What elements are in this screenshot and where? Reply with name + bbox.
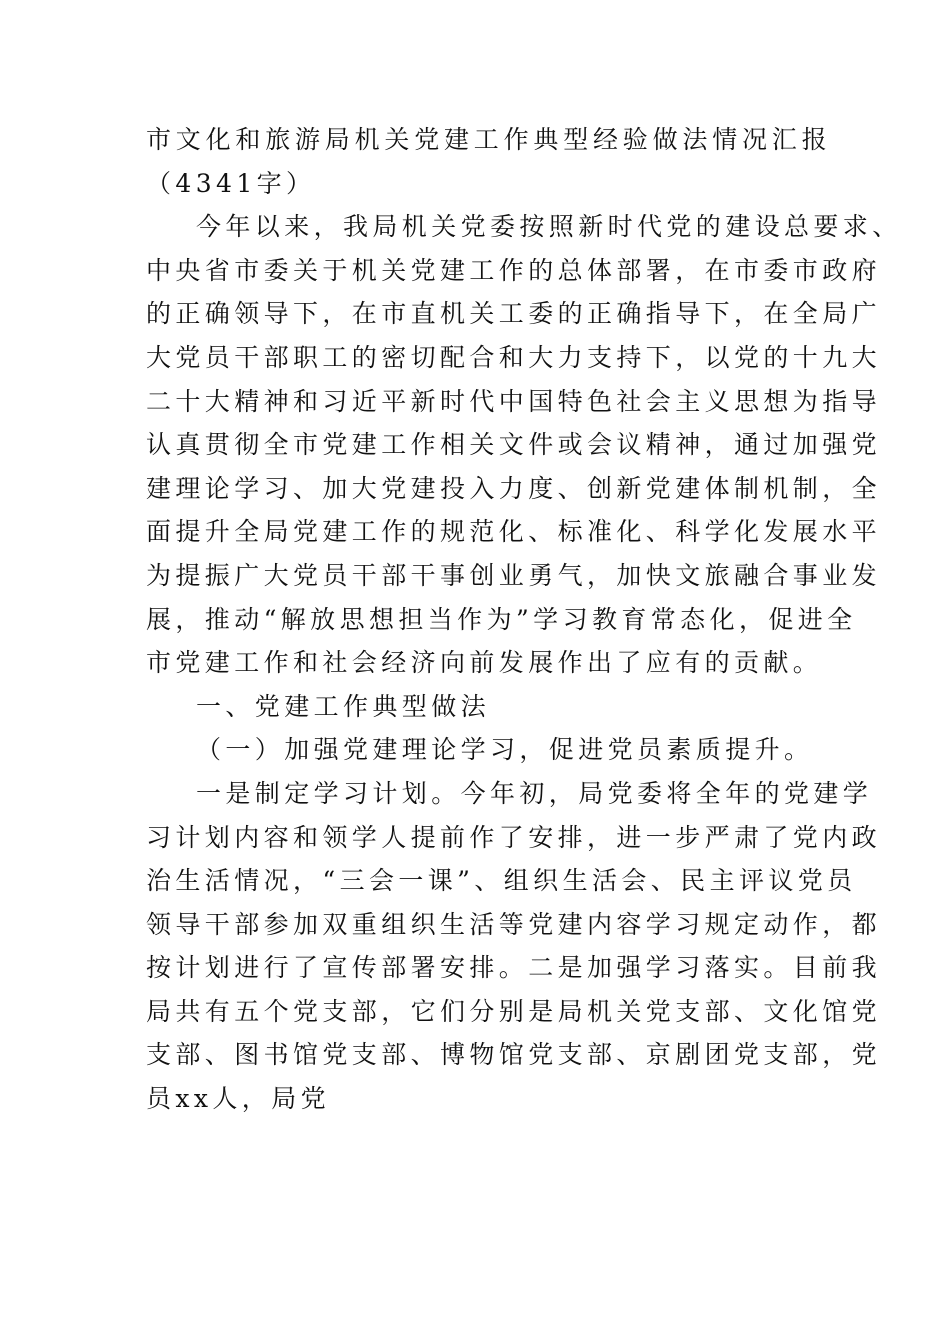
document-body [146, 118, 902, 1121]
intro-paragraph-line: 的正确领导下，在市直机关工委的正确指导下，在全局广 [146, 299, 882, 329]
intro-paragraph-line: 为提振广大党员干部干事创业勇气，加快文旅融合事业发 [146, 560, 882, 590]
intro-paragraph-line: 二十大精神和习近平新时代中国特色社会主义思想为指导 [146, 386, 882, 416]
intro-paragraph-line: 认真贯彻全市党建工作相关文件或会议精神，通过加强党 [146, 430, 882, 460]
intro-paragraph-line: 大党员干部职工的密切配合和大力支持下，以党的十九大 [146, 342, 882, 372]
intro-paragraph-line: 展，推动“解放思想担当作为”学习教育常态化，促进全 [146, 604, 857, 634]
subsection-heading: （一）加强党建理论学习，促进党员素质提升。 [196, 735, 814, 765]
intro-paragraph-line: 市党建工作和社会经济向前发展作出了应有的贡献。 [146, 648, 823, 678]
body-paragraph-line: 习计划内容和领学人提前作了安排，进一步严肃了党内政 [146, 822, 882, 852]
body-paragraph-line: 局共有五个党支部，它们分别是局机关党支部、文化馆党 [146, 996, 882, 1026]
body-paragraph-line: 领导干部参加双重组织生活等党建内容学习规定动作，都 [146, 909, 882, 939]
body-paragraph-line: 治生活情况，“三会一课”、组织生活会、民主评议党员 [146, 866, 857, 896]
body-paragraph-line: 按计划进行了宣传部署安排。二是加强学习落实。目前我 [146, 953, 882, 983]
section-heading: 一、党建工作典型做法 [196, 691, 491, 721]
body-paragraph-line: 支部、图书馆党支部、博物馆党支部、京剧团党支部，党 [146, 1040, 882, 1070]
intro-paragraph-line: 中央省市委关于机关党建工作的总体部署，在市委市政府 [146, 255, 882, 285]
intro-paragraph-line: 面提升全局党建工作的规范化、标准化、科学化发展水平 [146, 517, 882, 547]
intro-paragraph-line: 建理论学习、加大党建投入力度、创新党建体制机制，全 [146, 473, 882, 503]
word-count: （4341字） [146, 168, 316, 198]
document-title: 市文化和旅游局机关党建工作典型经验做法情况汇报 [146, 125, 832, 154]
intro-paragraph-line: 今年以来，我局机关党委按照新时代党的建设总要求、 [196, 212, 902, 242]
body-paragraph-line: 一是制定学习计划。今年初，局党委将全年的党建学 [196, 778, 873, 808]
body-paragraph-line: 员xx人，局党 [146, 1084, 330, 1114]
